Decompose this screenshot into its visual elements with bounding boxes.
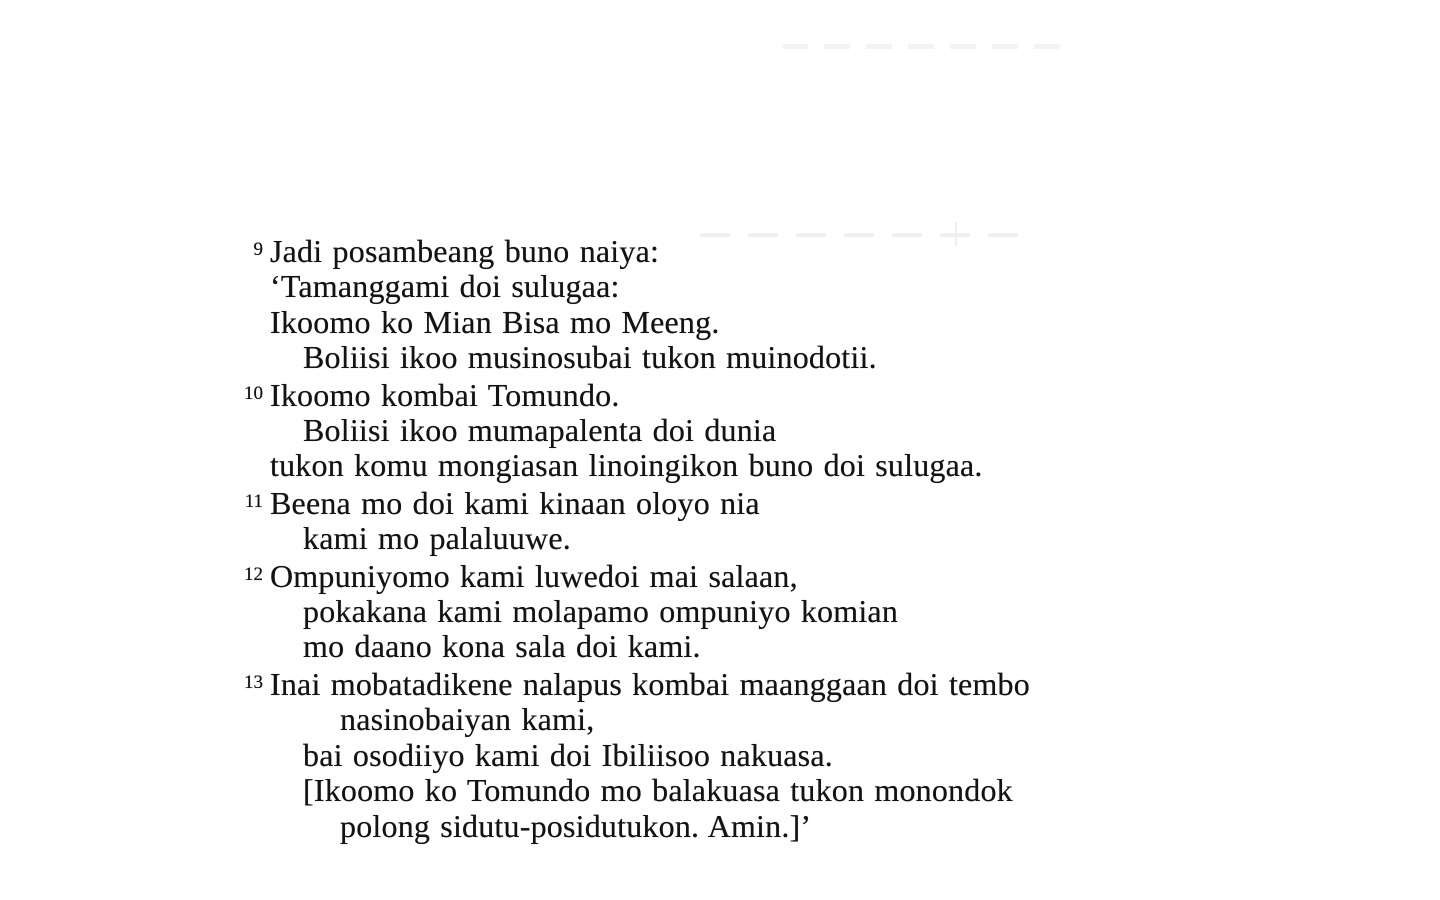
verse-text: mo daano kona sala doi kami. bbox=[303, 628, 701, 665]
passage bbox=[244, 232, 1370, 844]
verse-text: Beena mo doi kami kinaan oloyo nia bbox=[270, 484, 760, 521]
verse-number: 9 bbox=[253, 239, 263, 260]
verse-line bbox=[270, 340, 1370, 375]
verse-line bbox=[270, 773, 1370, 808]
verse-line bbox=[270, 521, 1370, 556]
verse-number: 12 bbox=[244, 563, 263, 585]
verse-number: 10 bbox=[244, 382, 263, 404]
verse-text: tukon komu mongiasan linoingikon buno doi sulugaa. bbox=[270, 447, 983, 484]
verse-text: Ikoomo kombai Tomundo. bbox=[270, 376, 620, 413]
verse-line bbox=[270, 809, 1370, 844]
verse-text: Boliisi ikoo musinosubai tukon muinodotii. bbox=[303, 339, 877, 376]
verse-text: nasinobaiyan kami, bbox=[340, 701, 595, 738]
verse-line bbox=[244, 557, 1370, 594]
verse-text: Jadi posambeang buno naiya: bbox=[270, 233, 660, 269]
verse-line bbox=[244, 484, 1370, 521]
verse-text: ‘Tamanggami doi sulugaa: bbox=[270, 268, 620, 305]
verse-text: Ompuniyomo kami luwedoi mai salaan, bbox=[270, 557, 798, 594]
verse-line bbox=[270, 269, 1370, 304]
verse-line bbox=[244, 376, 1370, 413]
verse-line bbox=[270, 738, 1370, 773]
verse-text: Boliisi ikoo mumapalenta doi dunia bbox=[303, 412, 777, 449]
verse-line bbox=[270, 629, 1370, 664]
verse-text: bai osodiiyo kami doi Ibiliisoo nakuasa. bbox=[303, 736, 833, 773]
verse-line bbox=[270, 448, 1370, 483]
verse-text: polong sidutu-posidutukon. Amin.]’ bbox=[340, 807, 812, 844]
verse-line bbox=[253, 232, 1370, 269]
verse-text: [Ikoomo ko Tomundo mo balakuasa tukon monondok bbox=[303, 772, 1013, 809]
verse-text: Ikoomo ko Mian Bisa mo Meeng. bbox=[270, 303, 720, 340]
verse-text: pokakana kami molapamo ompuniyo komian bbox=[303, 593, 899, 630]
verse-line bbox=[244, 665, 1370, 702]
verse-number: 13 bbox=[244, 671, 263, 693]
verse-line bbox=[270, 702, 1370, 737]
verse-number: 11 bbox=[244, 490, 263, 512]
verse-line bbox=[270, 413, 1370, 448]
verse-line bbox=[270, 305, 1370, 340]
verse-text: Inai mobatadikene nalapus kombai maanggaan doi tembo bbox=[270, 665, 1030, 702]
scan-artifact-top bbox=[782, 44, 1060, 49]
verse-line bbox=[270, 594, 1370, 629]
verse-text: kami mo palaluuwe. bbox=[303, 520, 571, 557]
